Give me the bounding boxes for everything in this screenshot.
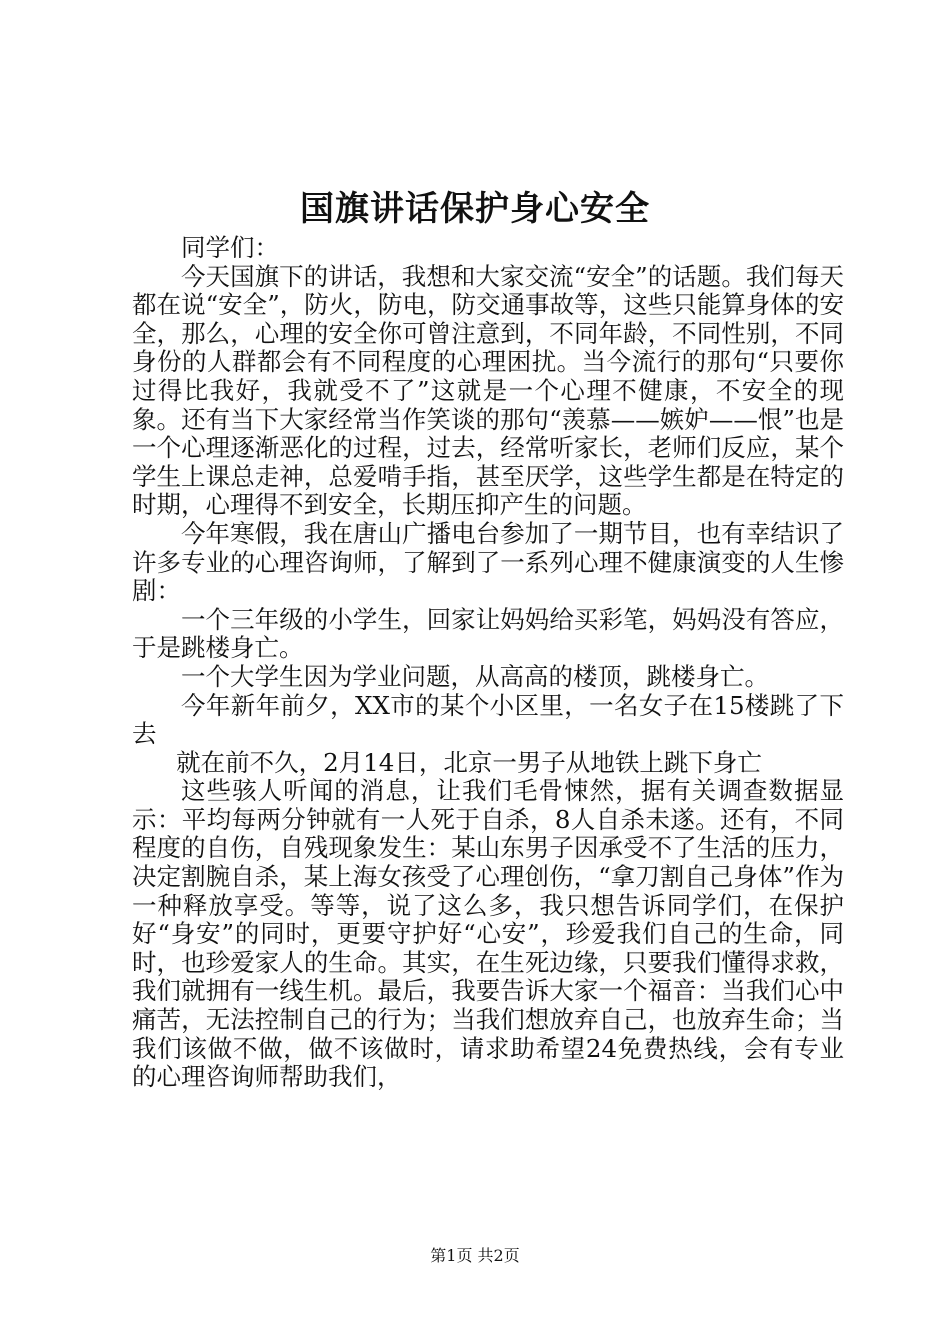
paragraph-1: 今天国旗下的讲话，我想和大家交流“安全”的话题。我们每天都在说“安全”，防火，防电，防交通事故等，这些只能算身体的安全，那么，心理的安全你可曾注意到，不同年龄，不同性别，不同身份的人群都会有不同程度的心理困扰。当今流行的那句“只要你过得比我好，我就受不了”这就是一个心理不健康，不安全的现象。还有当下大家经常当作笑谈的那句“羡慕——嫉妒——恨”也是一个心理逐渐恶化的过程，过去，经常听家长，老师们反应，某个学生上课总走神，总爱啃手指，甚至厌学，这些学生都是在特定的时期，心理得不到安全，长期压抑产生的问题。 xyxy=(132,261,844,520)
paragraph-4: 一个大学生因为学业问题，从高高的楼顶，跳楼身亡。 xyxy=(181,661,769,691)
paragraph-6: 就在前不久，2月14日，北京一男子从地铁上跳下身亡 xyxy=(176,747,762,777)
document-title: 国旗讲话保护身心安全 xyxy=(300,189,650,229)
page-footer: 第1页 共2页 xyxy=(430,1246,520,1265)
paragraph-salutation: 同学们： xyxy=(181,233,279,262)
paragraph-3: 一个三年级的小学生，回家让妈妈给买彩笔，妈妈没有答应，于是跳楼身亡。 xyxy=(132,604,844,663)
paragraph-2: 今年寒假，我在唐山广播电台参加了一期节目，也有幸结识了许多专业的心理咨询师，了解到了一系列心理不健康演变的人生惨剧： xyxy=(132,518,844,606)
document-body xyxy=(132,234,844,1092)
paragraph-7: 这些骇人听闻的消息，让我们毛骨悚然，据有关调查数据显示：平均每两分钟就有一人死于自杀，8人自杀未遂。还有，不同程度的自伤，自残现象发生：某山东男子因承受不了生活的压力，决定割腕自杀，某上海女孩受了心理创伤，“拿刀割自己身体”作为一种释放享受。等等，说了这么多，我只想告诉同学们，在保护好“身安”的同时，更要守护好“心安”，珍爱我们自己的生命，同时，也珍爱家人的生命。其实，在生死边缘，只要我们懂得求救，我们就拥有一线生机。最后，我要告诉大家一个福音：当我们心中痛苦，无法控制自己的行为；当我们想放弃自己，也放弃生命；当我们该做不做，做不该做时，请求助希望24免费热线，会有专业的心理咨询师帮助我们， xyxy=(132,776,844,1092)
paragraph-5: 今年新年前夕，XX市的某个小区里，一名女子在15楼跳了下去 xyxy=(132,690,844,749)
